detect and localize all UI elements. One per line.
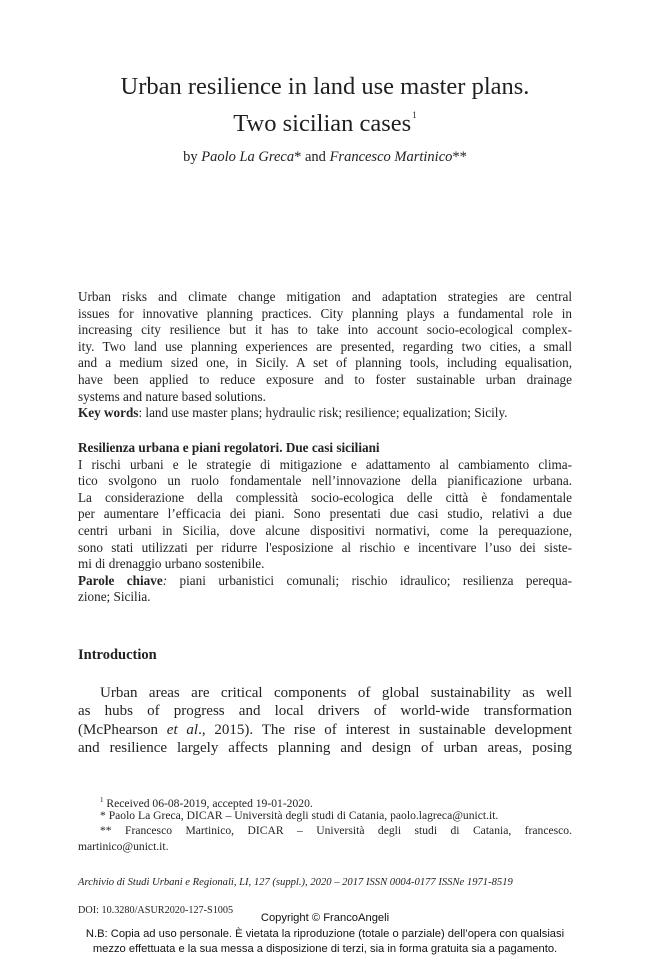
footnote-3: ** Francesco Martinico, DICAR – Università degli studi di Catania, francesco. xyxy=(100,824,572,838)
author-1-mark: * xyxy=(294,149,302,165)
abstract-line: increasing city resilience but it has to take into account socio-ecological complex- xyxy=(78,322,572,338)
abstract-english xyxy=(78,289,572,422)
abstract-line: and a medium sized one, in Sicily. A set of planning tools, including equalisation, xyxy=(78,355,572,371)
keywords-colon: : xyxy=(162,572,168,588)
byline xyxy=(0,148,650,166)
doi: DOI: 10.3280/ASUR2020-127-S1005 xyxy=(78,905,234,916)
abstract-line: issues for innovative planning practices. City planning plays a fundamental role in xyxy=(78,305,572,321)
introduction-body xyxy=(78,684,572,758)
abstract-line: centri urbani in Sicilia, dove alcune dispositivi normativi, come la perequazione, xyxy=(78,522,572,538)
abstract-line: ity. Two land use planning experiences are presented, regarding two cities, a small xyxy=(78,338,572,354)
citation-suffix: ., 2015). The rise of interest in sustainable development xyxy=(198,721,572,738)
footnote-1 xyxy=(78,793,572,808)
italian-abstract-title: Resilienza urbana e piani regolatori. Due casi siciliani xyxy=(78,440,380,455)
abstract-line: Urban risks and climate change mitigation and adaptation strategies are central xyxy=(78,289,572,304)
footnote-2: * Paolo La Greca, DICAR – Università degli studi di Catania, paolo.lagreca@unict.it. xyxy=(100,809,499,823)
body-line: as hubs of progress and local drivers of world-wide transformation xyxy=(78,703,572,720)
byline-prefix: by xyxy=(183,149,202,165)
abstract-line: have been applied to reduce exposure and to foster sustainable urban drainage xyxy=(78,371,572,387)
usage-notice xyxy=(0,927,650,957)
journal-citation: Archivio di Studi Urbani e Regionali, LI, 127 (suppl.), 2020 – 2017 ISSN 0004-0177 ISSNe 1971-8519 xyxy=(78,877,513,888)
title-footnote-mark: 1 xyxy=(412,110,417,120)
abstract-line: systems and nature based solutions. xyxy=(78,388,266,404)
keywords-italian xyxy=(78,573,572,590)
footnotes xyxy=(78,793,572,854)
citation-et-al: et al xyxy=(166,721,199,738)
author-2-mark: ** xyxy=(452,149,467,165)
footnote-3-continued: martinico@unict.it. xyxy=(78,839,169,853)
usage-notice-line-2: mezzo effettuata e la sua messa a disposizione di terzi, sia in forma gratuita sia a pagamento. xyxy=(92,943,558,955)
abstract-italian xyxy=(78,440,572,606)
keywords-label-italian: Parole chiave xyxy=(78,572,163,588)
keywords-text-italian: piani urbanistici comunali; rischio idraulico; resilienza perequa- xyxy=(167,572,572,588)
keywords-label: Key words xyxy=(78,405,139,421)
footnote-1-mark: 1 xyxy=(100,796,104,804)
footnote-1-text: Received 06-08-2019, accepted 19-01-2020. xyxy=(103,797,313,810)
keywords-text: : land use master plans; hydraulic risk; resilience; equalization; Sicily. xyxy=(138,405,508,421)
section-heading-introduction: Introduction xyxy=(78,647,157,663)
abstract-line: tico svolgono un ruolo fondamentale nell’innovazione della pianificazione urbana. xyxy=(78,473,572,489)
article-title-line-1: Urban resilience in land use master plans. xyxy=(120,73,530,100)
abstract-line: mi di drenaggio urbano sostenibile. xyxy=(78,556,265,572)
abstract-line: per aumentare l’efficacia dei piani. Sono presentati due casi studio, relativi a due xyxy=(78,506,572,522)
body-line: Urban areas are critical components of global sustainability as well xyxy=(100,685,572,701)
body-line xyxy=(78,721,572,739)
usage-notice-line-1: N.B: Copia ad uso personale. È vietata la riproduzione (totale o parziale) dell’opera con qualsiasi xyxy=(85,928,565,940)
abstract-line: I rischi urbani e le strategie di mitigazione e adattamento al cambiamento clima- xyxy=(78,456,572,472)
body-line: and resilience largely affects planning and design of urban areas, posing xyxy=(78,740,572,757)
article-title-line-2-text: Two sicilian cases xyxy=(233,110,412,137)
author-2: Francesco Martinico xyxy=(329,149,453,165)
abstract-line: sono stati utilizzati per ridurre l'esposizione al rischio e incentivare l’uso dei siste- xyxy=(78,539,572,555)
keywords-english xyxy=(78,405,572,422)
copyright-notice: Copyright © FrancoAngeli xyxy=(260,912,390,924)
citation-prefix: (McPhearson xyxy=(78,721,167,738)
keywords-italian-continued: zione; Sicilia. xyxy=(78,589,151,605)
article-title-line-2 xyxy=(0,101,650,138)
author-1: Paolo La Greca xyxy=(201,149,295,165)
byline-conjunction: and xyxy=(301,149,330,165)
abstract-line: La considerazione della complessità socio-ecologica delle città è fondamentale xyxy=(78,489,572,505)
